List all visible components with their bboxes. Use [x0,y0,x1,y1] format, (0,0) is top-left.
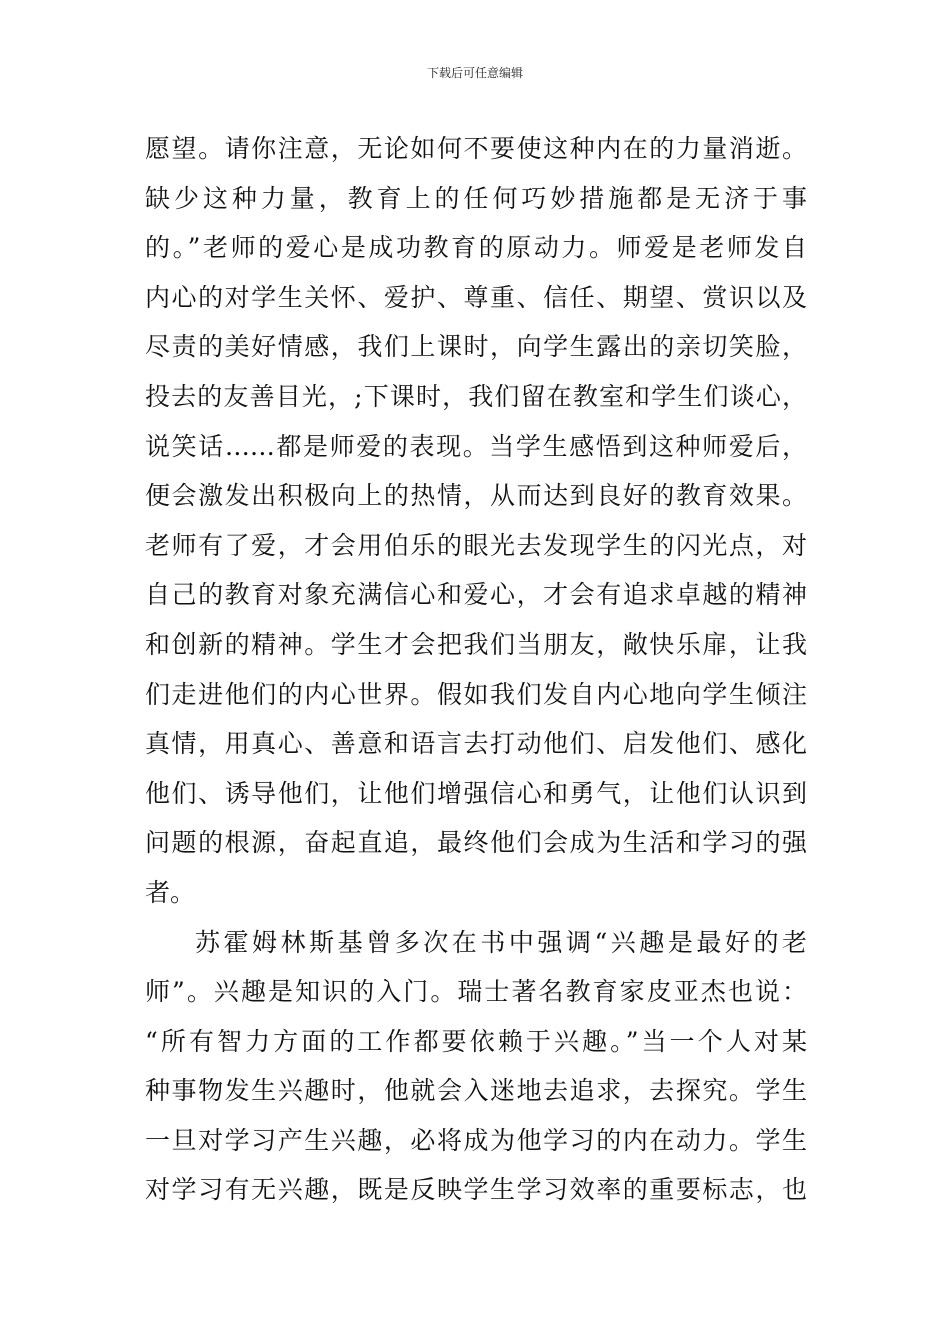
text-line: 师”。兴趣是知识的入门。瑞士著名教育家皮亚杰也说： [145,977,807,1007]
text-line: “所有智力方面的工作都要依赖于兴趣。”当一个人对某 [145,1026,807,1056]
text-line: 缺少这种力量，教育上的任何巧妙措施都是无济于事 [145,183,807,213]
text-line: 他们、诱导他们，让他们增强信心和勇气，让他们认识到 [145,778,807,808]
text-line: 便会激发出积极向上的热情，从而达到良好的教育效果。 [145,481,807,511]
text-line: 对学习有无兴趣，既是反映学生学习效率的重要标志，也 [145,1175,807,1205]
text-line: 内心的对学生关怀、爱护、尊重、信任、期望、赏识以及 [145,282,807,312]
text-line: 的。”老师的爱心是成功教育的原动力。师爱是老师发自 [145,233,807,263]
text-line: 尽责的美好情感，我们上课时，向学生露出的亲切笑脸， [145,332,807,362]
text-line: 和创新的精神。学生才会把我们当朋友，敞快乐扉，让我 [145,629,807,659]
text-line: 真情，用真心、善意和语言去打动他们、启发他们、感化 [145,729,807,759]
document-body [145,124,807,1215]
text-line: 问题的根源，奋起直追，最终他们会成为生活和学习的强 [145,828,807,858]
text-line: 种事物发生兴趣时，他就会入迷地去追求，去探究。学生 [145,1076,807,1106]
paragraph-first-line: 苏霍姆林斯基曾多次在书中强调“兴趣是最好的老 [195,927,807,957]
page-header: 下载后可任意编辑 [426,66,523,80]
text-line: 愿望。请你注意，无论如何不要使这种内在的力量消逝。 [145,134,807,163]
text-line: 一旦对学习产生兴趣，必将成为他学习的内在动力。学生 [145,1125,807,1155]
text-line: 老师有了爱，才会用伯乐的眼光去发现学生的闪光点，对 [145,530,807,560]
text-line: 投去的友善目光，;下课时，我们留在教室和学生们谈心， [145,381,807,411]
text-line: 们走进他们的内心世界。假如我们发自内心地向学生倾注 [145,679,807,709]
text-line: 说笑话……都是师爱的表现。当学生感悟到这种师爱后， [145,431,807,461]
text-line: 自己的教育对象充满信心和爱心，才会有追求卓越的精神 [145,580,807,610]
text-line: 者。 [145,877,196,907]
